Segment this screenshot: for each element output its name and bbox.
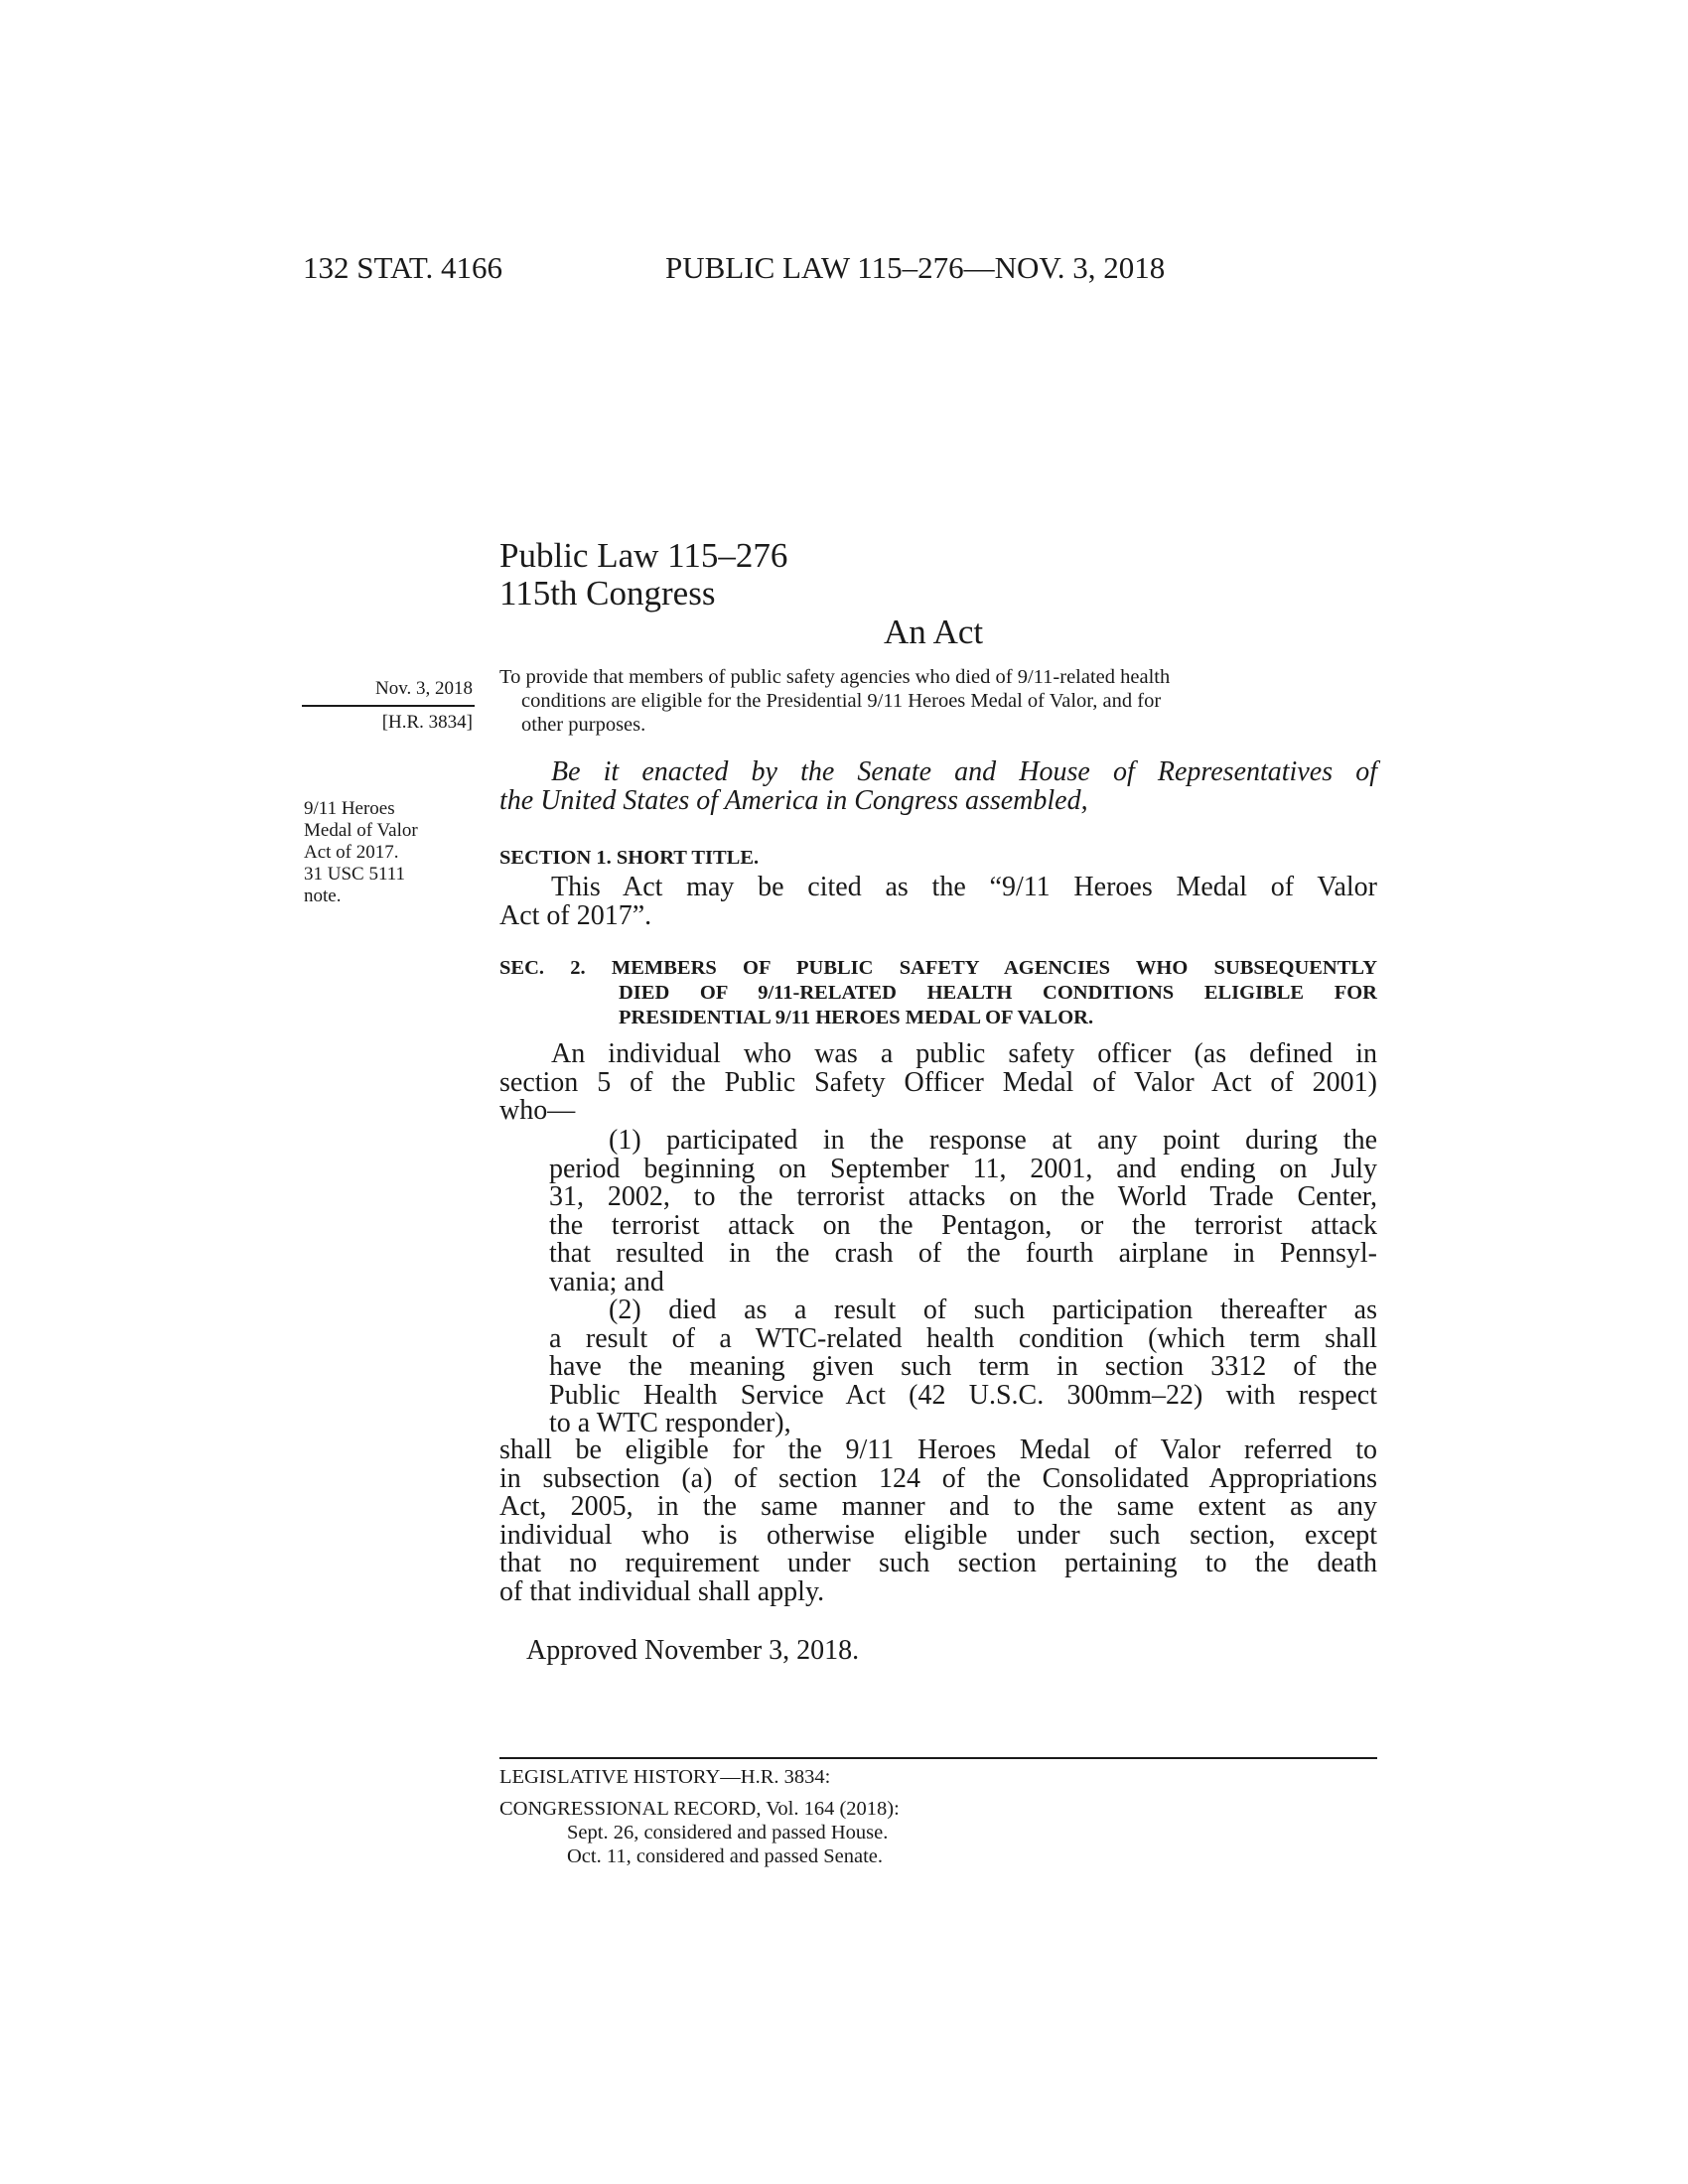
- margin-note-line: 9/11 Heroes: [304, 798, 395, 819]
- margin-note-line: Medal of Valor: [304, 820, 418, 841]
- enacting-clause: [499, 758, 1377, 815]
- purpose-line: conditions are eligible for the Presidential 9/11 Heroes Medal of Valor, and for: [521, 690, 1162, 712]
- section-1-heading: SECTION 1. SHORT TITLE.: [499, 847, 760, 869]
- enacting-line: the United States of America in Congress assembled,: [499, 784, 1088, 816]
- purpose-statement: [499, 665, 1377, 737]
- approval-date: Approved November 3, 2018.: [526, 1635, 860, 1666]
- section-2-heading-line: PRESIDENTIAL 9/11 HEROES MEDAL OF VALOR.: [619, 1007, 1094, 1028]
- law-number: Public Law 115–276: [499, 536, 788, 575]
- congressional-record: CONGRESSIONAL RECORD, Vol. 164 (2018):: [499, 1798, 900, 1820]
- legislative-history-item: Sept. 26, considered and passed House.: [567, 1822, 889, 1843]
- margin-note: [304, 798, 473, 907]
- paragraph-1-line: (1) participated in the response at any point during the: [609, 1125, 1377, 1156]
- legislative-history-item: Oct. 11, considered and passed Senate.: [567, 1845, 884, 1867]
- paragraph-2: [549, 1297, 1377, 1438]
- section-2-intro-line: who—: [499, 1095, 576, 1126]
- section-2-heading: [499, 956, 1377, 1030]
- paragraph-1-line: 31, 2002, to the terrorist attacks on the World Trade Center,: [549, 1181, 1377, 1212]
- law-reference: PUBLIC LAW 115–276—NOV. 3, 2018: [665, 250, 1166, 285]
- paragraph-1: [549, 1127, 1377, 1297]
- paragraph-2-line: have the meaning given such term in section 3312 of the: [549, 1351, 1377, 1382]
- paragraph-1-line: period beginning on September 11, 2001, and ending on July: [549, 1153, 1377, 1184]
- section-2-closing-line: individual who is otherwise eligible under such section, except: [499, 1519, 1377, 1551]
- margin-note-line: note.: [304, 886, 342, 906]
- section-2-intro-line: section 5 of the Public Safety Officer Medal of Valor Act of 2001): [499, 1066, 1377, 1098]
- page-reference: 132 STAT. 4166: [303, 250, 503, 285]
- section-2-closing: [499, 1436, 1377, 1606]
- enacting-line: Be it enacted by the Senate and House of Representatives of: [551, 756, 1377, 787]
- margin-divider: [302, 705, 475, 707]
- section-2-closing-line: Act, 2005, in the same manner and to the same extent as any: [499, 1491, 1377, 1522]
- section-2-intro-line: An individual who was a public safety officer (as defined in: [551, 1038, 1377, 1069]
- legislative-history-heading: LEGISLATIVE HISTORY—H.R. 3834:: [499, 1766, 831, 1788]
- section-2-closing-line: in subsection (a) of section 124 of the Consolidated Appropriations: [499, 1462, 1377, 1494]
- paragraph-1-line: vania; and: [549, 1266, 664, 1297]
- act-heading: An Act: [884, 613, 984, 651]
- section-2-closing-line: of that individual shall apply.: [499, 1575, 825, 1607]
- purpose-line: other purposes.: [521, 714, 646, 736]
- purpose-line: To provide that members of public safety agencies who died of 9/11-related health: [499, 666, 1171, 688]
- paragraph-2-line: (2) died as a result of such participation thereafter as: [609, 1295, 1377, 1325]
- section-1-line: This Act may be cited as the “9/11 Heroes Medal of Valor: [551, 872, 1377, 902]
- paragraph-2-line: to a WTC responder),: [549, 1408, 791, 1438]
- margin-note-line: 31 USC 5111: [304, 864, 406, 885]
- section-2-heading-line: SEC. 2. MEMBERS OF PUBLIC SAFETY AGENCIES WHO SUBSEQUENTLY: [499, 957, 1377, 979]
- margin-bill-number: [H.R. 3834]: [381, 712, 473, 733]
- paragraph-2-line: a result of a WTC-related health condition (which term shall: [549, 1322, 1377, 1354]
- section-2-heading-line: DIED OF 9/11-RELATED HEALTH CONDITIONS ELIGIBLE FOR: [619, 982, 1377, 1004]
- legislative-history-divider: [499, 1757, 1377, 1759]
- margin-note-line: Act of 2017.: [304, 842, 399, 863]
- paragraph-1-line: the terrorist attack on the Pentagon, or the terrorist attack: [549, 1209, 1377, 1241]
- margin-date: Nov. 3, 2018: [375, 678, 473, 699]
- section-2-intro: [499, 1040, 1377, 1126]
- legislative-history: [499, 1765, 900, 1868]
- section-1-text: [499, 874, 1377, 930]
- paragraph-1-line: that resulted in the crash of the fourth airplane in Pennsyl-: [549, 1238, 1377, 1269]
- section-1-line: Act of 2017”.: [499, 899, 652, 931]
- congress: 115th Congress: [499, 574, 716, 613]
- section-2-closing-line: shall be eligible for the 9/11 Heroes Medal of Valor referred to: [499, 1434, 1377, 1465]
- section-2-closing-line: that no requirement under such section pertaining to the death: [499, 1548, 1377, 1578]
- paragraph-2-line: Public Health Service Act (42 U.S.C. 300mm–22) with respect: [549, 1379, 1377, 1411]
